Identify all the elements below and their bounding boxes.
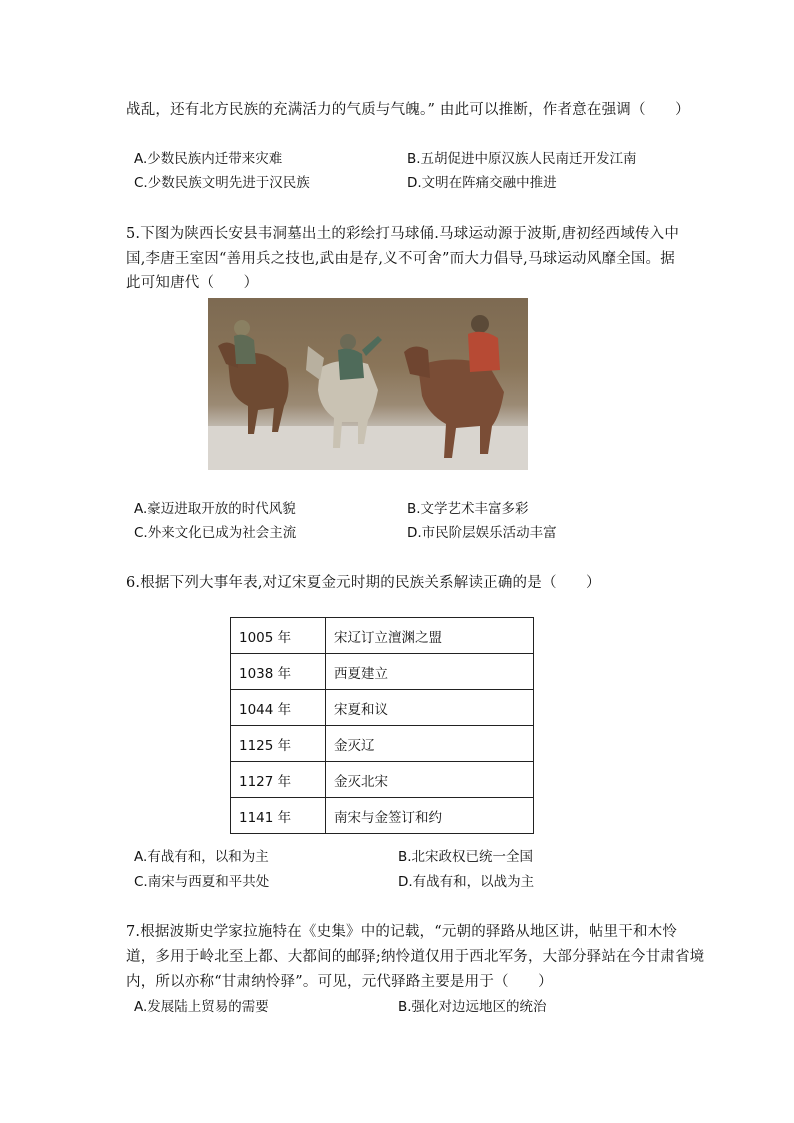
q6-option-a[interactable]: A.有战有和，以和为主 (134, 849, 269, 865)
q6-option-c[interactable]: C.南宋与西夏和平共处 (134, 874, 270, 890)
q4-stem-tail: 战乱，还有北方民族的充满活力的气质与气魄。” 由此可以推断，作者意在强调（ ） (126, 102, 690, 118)
q5-stem-line-1: 5.下图为陕西长安县韦洞墓出土的彩绘打马球俑.马球运动源于波斯,唐初经西域传入中 (126, 226, 680, 242)
polo-figurines-photo (208, 298, 528, 470)
table-row (231, 762, 534, 798)
q5-stem-line-2: 国,李唐王室因“善用兵之技也,武由是存,义不可舍”而大力倡导,马球运动风靡全国。据 (126, 251, 675, 267)
q5-option-b[interactable]: B.文学艺术丰富多彩 (407, 501, 529, 517)
q4-option-b[interactable]: B.五胡促进中原汉族人民南迁开发江南 (407, 151, 637, 167)
table-cell-year: 1125 年 (231, 726, 326, 762)
q6-option-d[interactable]: D.有战有和，以战为主 (398, 874, 535, 890)
q7-option-a[interactable]: A.发展陆上贸易的需要 (134, 999, 269, 1015)
q5-stem-line-3: 此可知唐代（ ） (126, 275, 259, 291)
table-cell-year: 1127 年 (231, 762, 326, 798)
q7-stem-line-2: 道，多用于岭北至上都、大都间的邮驿;纳怜道仅用于西北军务，大部分驿站在今甘肃省境 (126, 949, 705, 965)
q4-option-c[interactable]: C.少数民族文明先进于汉民族 (134, 175, 310, 191)
table-cell-event: 南宋与金签订和约 (326, 798, 534, 834)
q5-option-a[interactable]: A.豪迈进取开放的时代风貌 (134, 501, 296, 517)
table-row (231, 690, 534, 726)
q4-option-d[interactable]: D.文明在阵痛交融中推进 (407, 175, 557, 191)
left-horse-figure (218, 320, 289, 434)
table-cell-event: 金灭辽 (326, 726, 534, 762)
table-cell-event: 宋辽订立澶渊之盟 (326, 618, 534, 654)
table-cell-year: 1005 年 (231, 618, 326, 654)
table-cell-event: 西夏建立 (326, 654, 534, 690)
table-cell-event: 宋夏和议 (326, 690, 534, 726)
q7-stem-line-1: 7.根据波斯史学家拉施特在《史集》中的记载，“元朝的驿路从地区讲，帖里干和木怜 (126, 924, 678, 940)
q5-option-c[interactable]: C.外来文化已成为社会主流 (134, 525, 297, 541)
q5-option-d[interactable]: D.市民阶层娱乐活动丰富 (407, 525, 557, 541)
table-row (231, 654, 534, 690)
table-cell-event: 金灭北宋 (326, 762, 534, 798)
table-cell-year: 1038 年 (231, 654, 326, 690)
q7-stem-line-3: 内，所以亦称“甘肃纳怜驿”。可见，元代驿路主要是用于（ ） (126, 974, 553, 990)
table-cell-year: 1044 年 (231, 690, 326, 726)
table-row (231, 798, 534, 834)
table-row (231, 618, 534, 654)
table-row (231, 726, 534, 762)
q6-stem: 6.根据下列大事年表,对辽宋夏金元时期的民族关系解读正确的是（ ） (126, 575, 601, 591)
q7-option-b[interactable]: B.强化对边远地区的统治 (398, 999, 547, 1015)
q4-option-a[interactable]: A.少数民族内迁带来灾难 (134, 151, 283, 167)
table-cell-year: 1141 年 (231, 798, 326, 834)
events-timeline-table (230, 617, 534, 834)
q6-option-b[interactable]: B.北宋政权已统一全国 (398, 849, 534, 865)
polo-figurines-illustration (208, 298, 528, 470)
